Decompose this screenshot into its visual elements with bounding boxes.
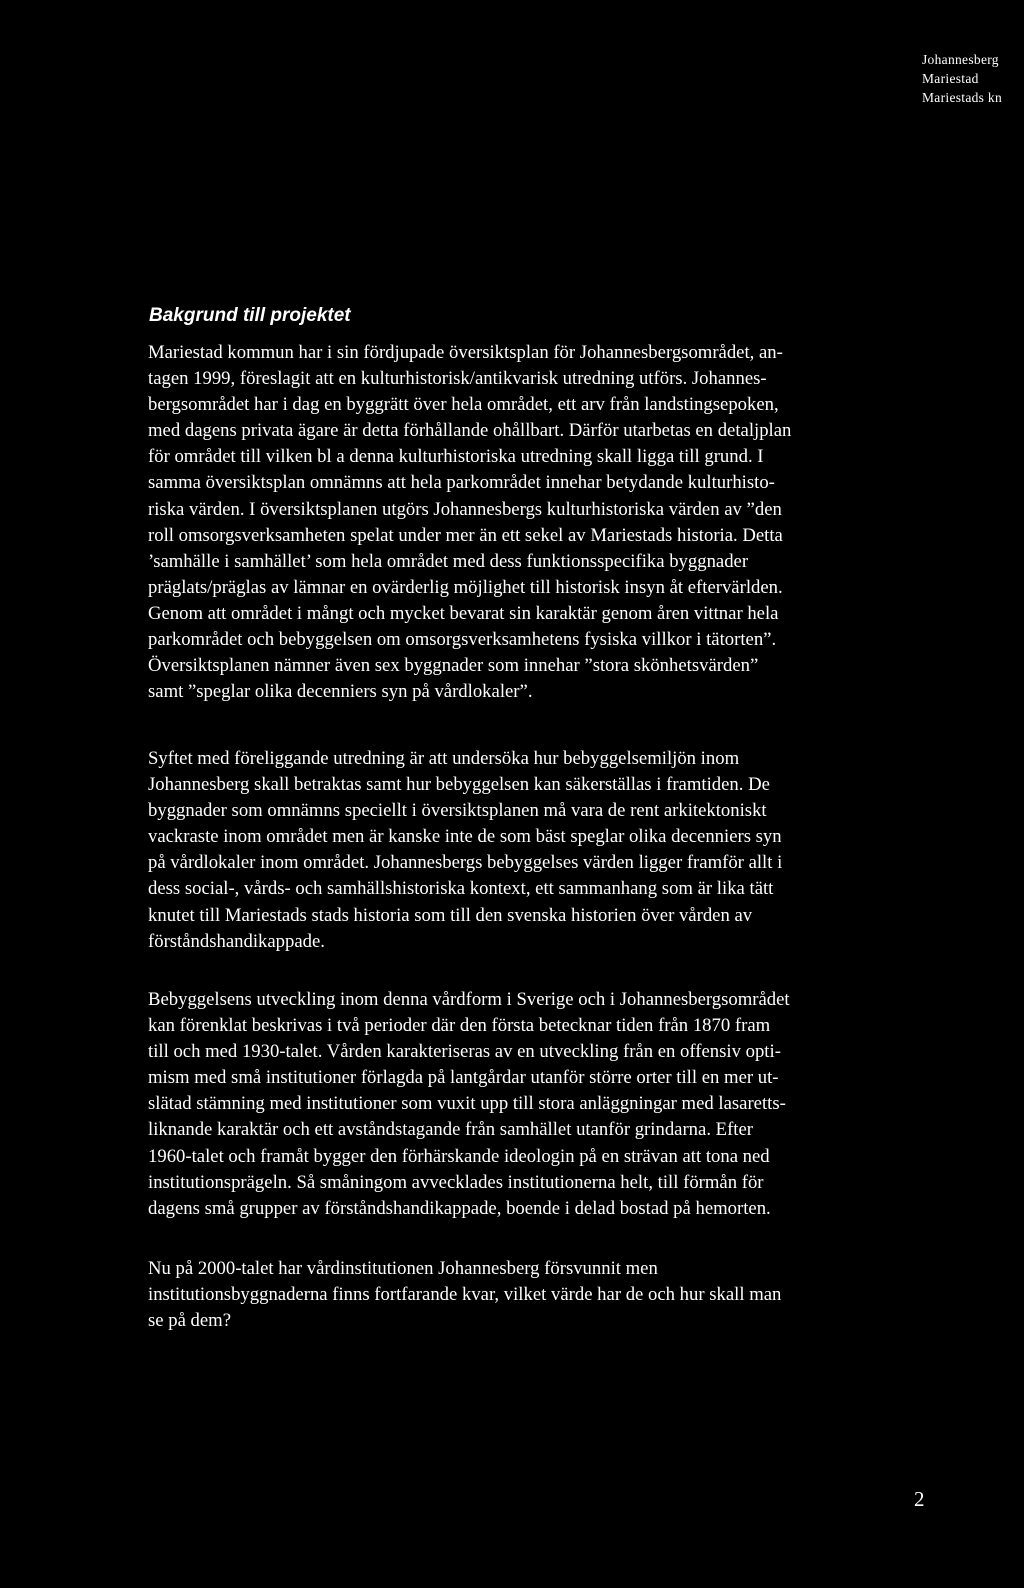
text-line: samt ”speglar olika decenniers syn på vårdlokaler”. [148,681,533,703]
text-line: förståndshandikappade. [148,930,325,952]
paragraph [148,987,790,1222]
text-line: Nu på 2000-talet har vårdinstitutionen Johannesberg försvunnit men [148,1258,658,1279]
text-line: dagens små grupper av förståndshandikappade, boende i delad bostad på hemorten. [148,1197,771,1219]
text-line: präglats/präglas av lämnar en ovärderlig möjlighet till historisk insyn åt eftervärlden. [148,576,783,598]
text-line: dess social-, vårds- och samhällshistoriska kontext, ett sammanhang som är lika tätt [148,878,774,900]
text-line: bergsområdet har i dag en byggrätt över hela området, ett arv från landstingsepoken, [148,394,779,416]
text-line: kan förenklat beskrivas i två perioder där den första betecknar tiden från 1870 fram [148,1015,771,1037]
header-line: Johannesberg [922,52,999,67]
paragraph [148,340,791,705]
text-line: byggnader som omnämns speciellt i översiktsplanen må vara de rent arkitektoniskt [148,800,767,822]
text-line: riska värden. I översiktsplanen utgörs Johannesbergs kulturhistoriska värden av ”den [148,498,782,520]
running-header [922,50,1002,107]
text-line: Syftet med föreliggande utredning är att undersöka hur bebyggelsemiljön inom [148,748,740,769]
text-line: Johannesberg skall betraktas samt hur bebyggelsen kan säkerställas i framtiden. De [148,774,770,796]
paragraph [148,746,782,955]
text-line: slätad stämning med institutioner som vuxit upp till stora anläggningar med lasaretts- [148,1093,786,1115]
text-line: ’samhälle i samhället’ som hela området med dess funktionsspecifika byggnader [148,550,749,572]
text-line: Bebyggelsens utveckling inom denna vårdform i Sverige och i Johannesbergsområdet [148,989,790,1010]
text-line: för området till vilken bl a denna kulturhistoriska utredning skall ligga till grund. I [148,446,764,468]
text-line: på vårdlokaler inom området. Johannesbergs bebyggelses värden ligger framför allt i [148,852,783,874]
text-line: mism med små institutioner förlagda på lantgårdar utanför större orter till en mer ut- [148,1067,779,1089]
text-line: parkområdet och bebyggelsen om omsorgsverksamhetens fysiska villkor i tätorten”. [148,629,777,651]
text-line: Genom att området i mångt och mycket bevarat sin karaktär genom åren vittnar hela [148,602,779,624]
text-line: institutionsbyggnaderna finns fortfarande kvar, vilket värde har de och hur skall man [148,1284,782,1306]
text-line: till och med 1930-talet. Vården karakteriseras av en utveckling från en offensiv opti- [148,1041,781,1063]
section-heading: Bakgrund till projektet [149,305,351,326]
text-line: vackraste inom området men är kanske inte de som bäst speglar olika decenniers syn [148,826,782,848]
text-line: Mariestad kommun har i sin fördjupade översiktsplan för Johannesbergsområdet, an- [148,342,783,363]
header-line: Mariestads kn [922,90,1003,105]
text-line: tagen 1999, föreslagit att en kulturhistorisk/antikvarisk utredning utförs. Johannes- [148,368,767,390]
header-line: Mariestad [922,71,979,86]
paragraph [148,1256,781,1334]
text-line: institutionsprägeln. Så småningom avvecklades institutionerna helt, till förmån för [148,1171,764,1193]
text-line: samma översiktsplan omnämns att hela parkområdet innehar betydande kulturhisto- [148,472,775,494]
text-line: se på dem? [148,1310,232,1332]
text-line: 1960-talet och framåt bygger den förhärskande ideologin på en strävan att tona ned [148,1145,770,1167]
text-line: knutet till Mariestads stads historia som till den svenska historien över vården av [148,904,753,926]
text-line: med dagens privata ägare är detta förhållande ohållbart. Därför utarbetas en detaljplan [148,420,792,442]
text-line: roll omsorgsverksamheten spelat under mer än ett sekel av Mariestads historia. Detta [148,524,783,546]
text-line: liknande karaktär och ett avståndstagande från samhället utanför grindarna. Efter [148,1119,754,1141]
text-line: Översiktsplanen nämner även sex byggnader som innehar ”stora skönhetsvärden” [148,655,759,677]
page-number: 2 [914,1487,925,1511]
